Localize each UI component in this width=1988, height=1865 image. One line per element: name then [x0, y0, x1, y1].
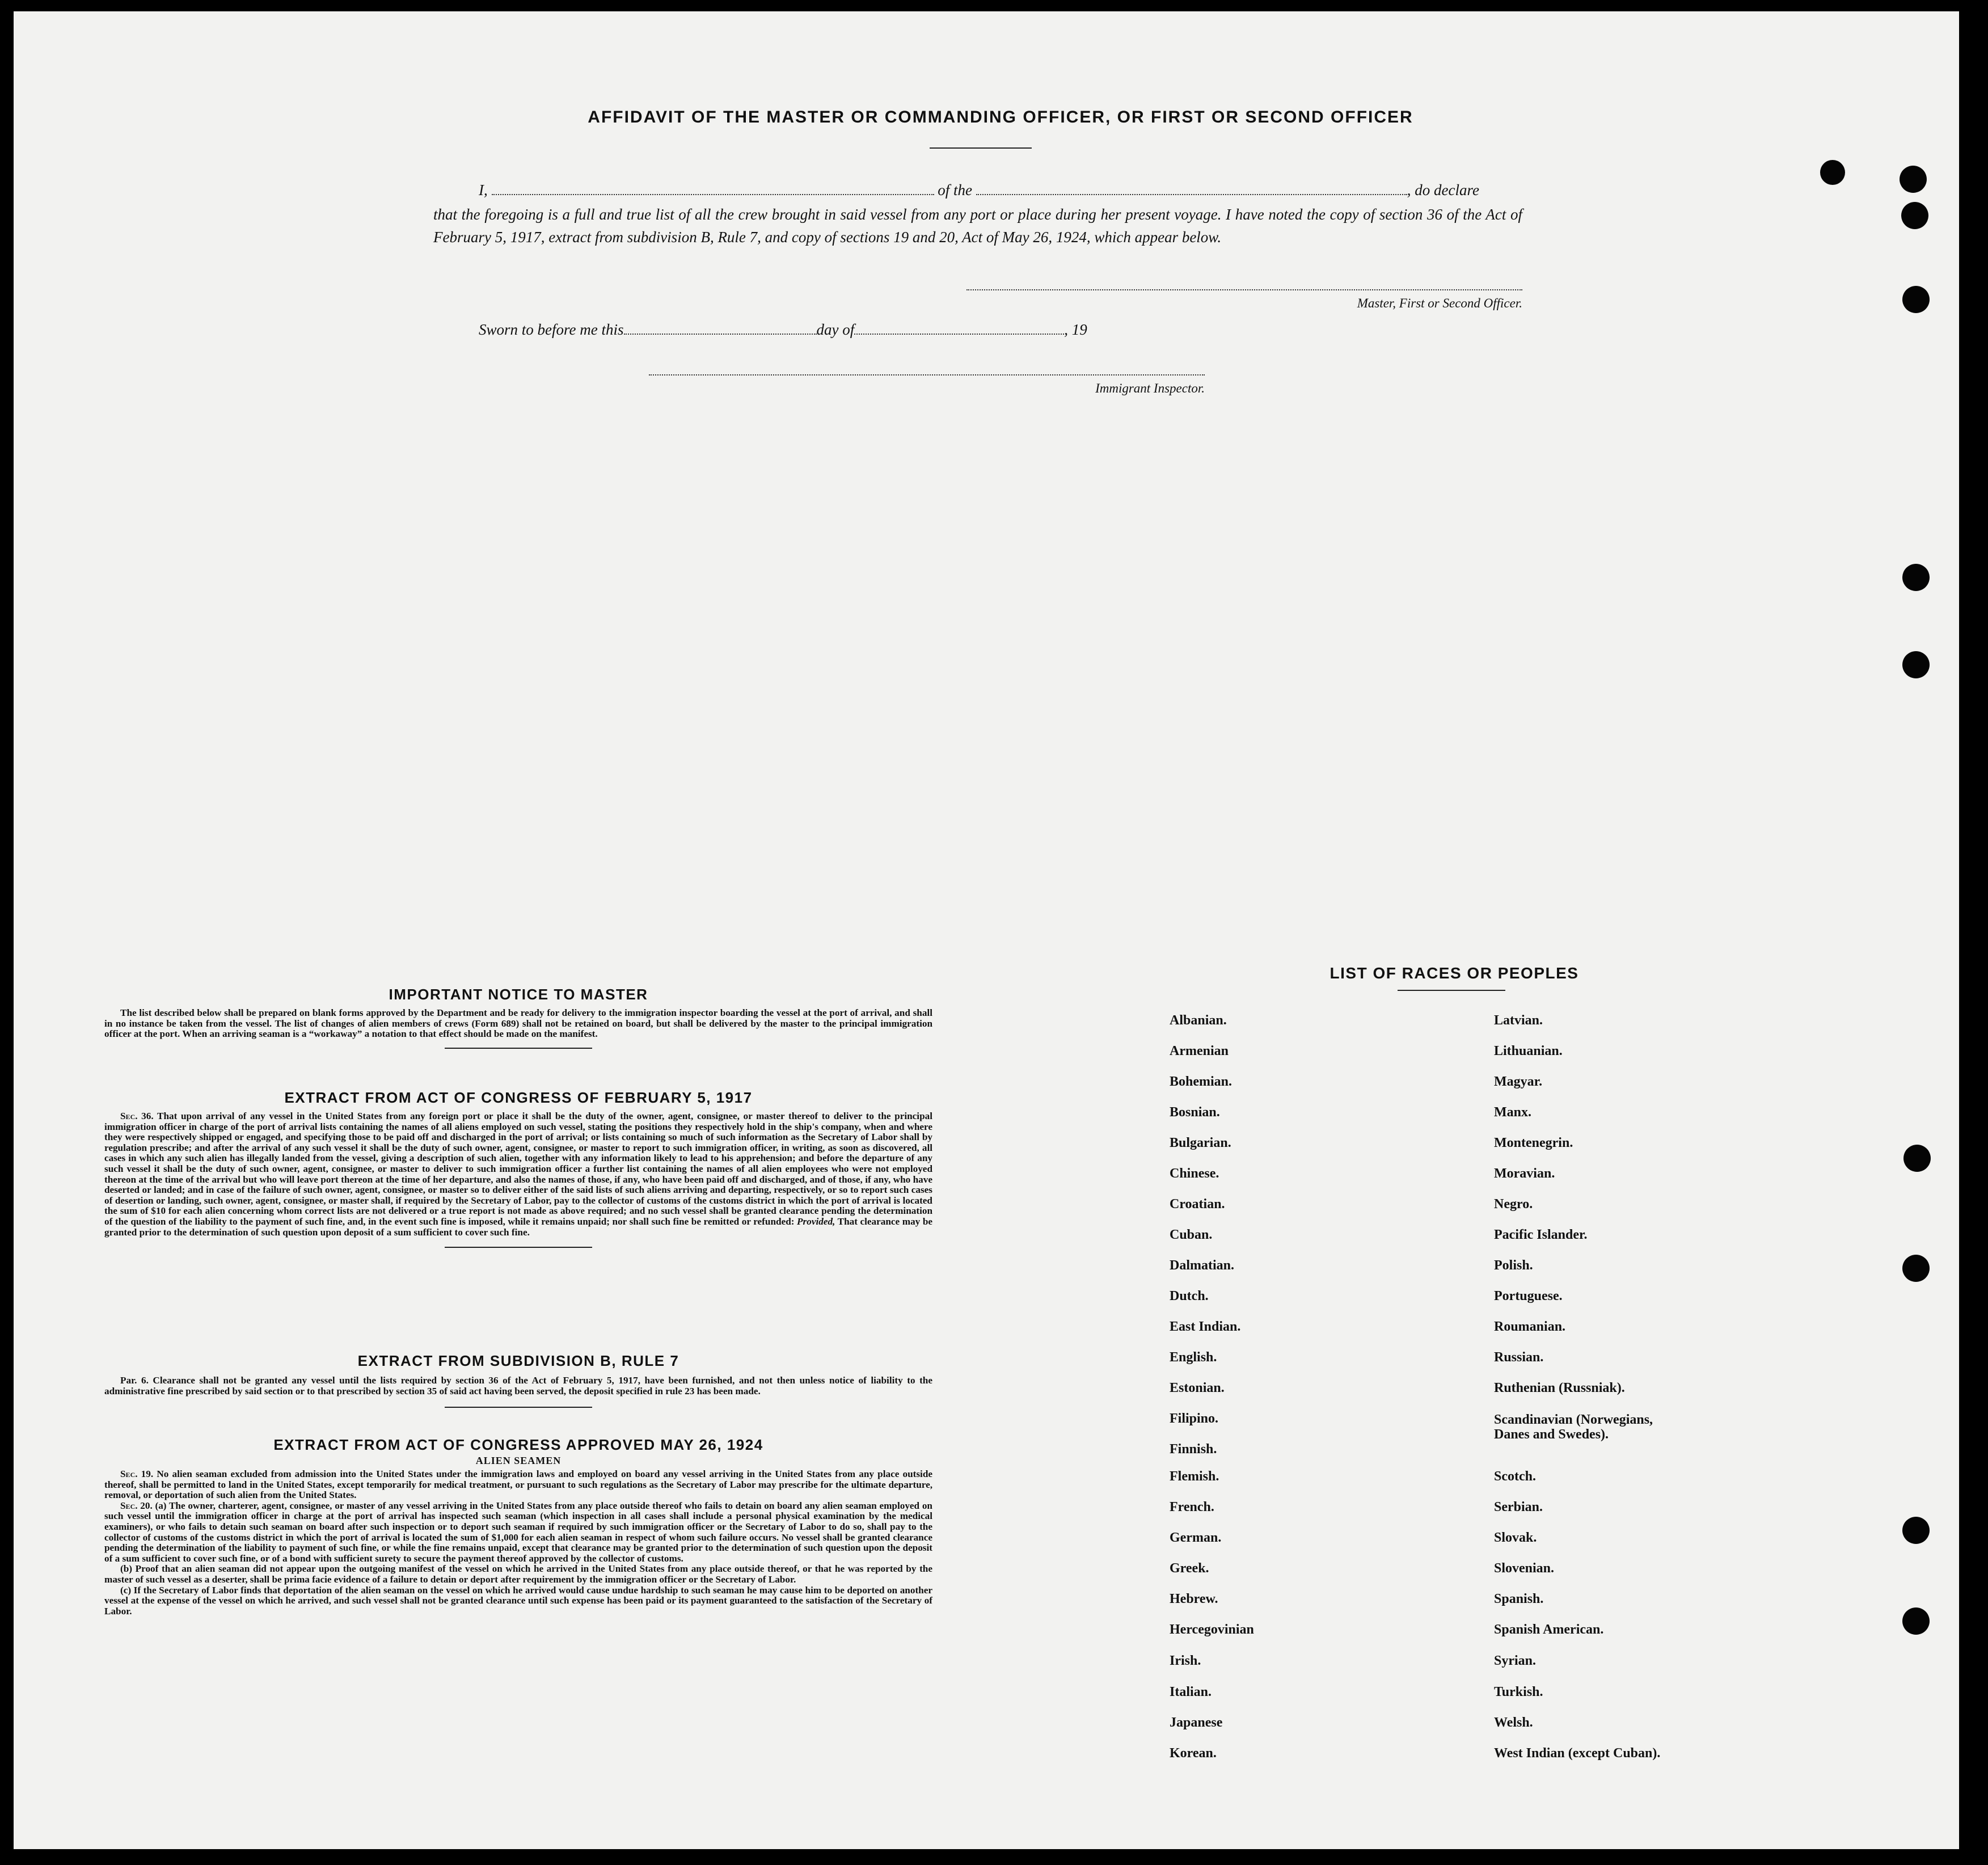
punch-hole — [1903, 1145, 1931, 1172]
notice-block — [104, 986, 932, 1049]
race-item: Estonian. — [1170, 1381, 1225, 1395]
race-item: West Indian (except Cuban). — [1494, 1746, 1661, 1761]
race-item: Filipino. — [1170, 1411, 1219, 1426]
extract-1917-text — [104, 1111, 932, 1238]
sworn-line — [479, 321, 1087, 339]
punch-hole — [1901, 202, 1928, 229]
sec-19-label: Sec. 19. — [120, 1469, 154, 1479]
race-item: Turkish. — [1494, 1685, 1543, 1699]
punch-hole — [1820, 160, 1845, 185]
race-item: Dutch. — [1170, 1289, 1209, 1303]
extract-1924 — [104, 1436, 932, 1617]
race-item: English. — [1170, 1350, 1217, 1365]
title-divider — [930, 147, 1032, 149]
sec-20a-body: (a) The owner, charterer, agent, consignee, or master of any vessel arriving in the United States from any place outside thereof who fails to detain on board any alien seaman employed on such vessel until the immigration officer in charge at the port of arrival has inspected such seaman (which inspection in all cases shall include a personal physical examination by the medical examiners), or who fails to detain such seaman on board after such inspection or to deport such seaman if required by such immigration officer or the Secretary of Labor to do so, shall pay to the collector of customs of the customs district in which the port of arrival is located the sum of $1,000 for each alien seaman in respect of whom such failure occurs. No vessel shall be granted clearance pending the determination of the liability to payment of such fine, or while the fine remains unpaid, except that clearance may be granted prior to the determination of such question upon the deposit of a sum sufficient to cover such fine, or of a bond with sufficient surety to secure the payment thereof approved by the collector of customs. — [104, 1500, 932, 1564]
race-item: Magyar. — [1494, 1074, 1543, 1089]
race-item: Scotch. — [1494, 1469, 1536, 1484]
affidavit-title: AFFIDAVIT OF THE MASTER OR COMMANDING OFFICER, OR FIRST OR SECOND OFFICER — [588, 108, 1413, 126]
race-item: Lithuanian. — [1494, 1044, 1563, 1058]
race-item: Italian. — [1170, 1685, 1212, 1699]
extract-1917-title: EXTRACT FROM ACT OF CONGRESS OF FEBRUARY 5, 1917 — [284, 1089, 753, 1106]
notice-text: The list described below shall be prepared on blank forms approved by the Department and be ready for delivery to the immigration inspector boarding the vessel at the port of arrival, and shall in no instance be taken from the vessel. The list of changes of alien members of crews (Form 689) shall not be retained on board, but shall be delivered by the master to the principal immigration officer at the port. When an arriving seaman is a “workaway” a notation to that effect should be made on the manifest. — [104, 1007, 932, 1040]
race-item: Albanian. — [1170, 1013, 1227, 1028]
signature-caption: Master, First or Second Officer. — [1357, 296, 1522, 310]
sworn-day-blank[interactable] — [624, 334, 817, 335]
race-item: Cuban. — [1170, 1227, 1213, 1242]
race-item: German. — [1170, 1530, 1222, 1545]
sec-36-text-end: That clearance may be granted prior to the determination of such question upon deposit of a sum sufficient to cover such fine. — [104, 1216, 933, 1238]
sec-36-text: That upon arrival of any vessel in the United States from any foreign port or place it shall be the duty of the owner, agent, consignee, or master thereof to deliver to the principal immigration officer in charge of the port of arrival lists containing the names of all aliens employed on such vessel, stating the positions they respectively hold in the ship's company, when and where they were respectively shipped or engaged, and specifying those to be paid off and discharged in the port of arrival; or lists containing so much of such information as the Secretary of Labor shall by regulation prescribe; and after the arrival of any such vessel it shall be the duty of such owner, agent, consignee, or master to report to such immigration officer, in writing, as soon as discovered, all cases in which any such alien has illegally landed from the vessel, giving a description of such alien, together with any information likely to lead to his apprehension; and before the departure of any such vessel it shall be the duty of such owner, agent, consignee, or master to deliver to such immigration officer a further list containing the names of all alien employees who were not employed thereon at the time of the arrival but who will leave port thereon at the time of her departure, and also the names of those, if any, who have been paid off and discharged, and of those, if any, who have deserted or landed; and in case of the failure of such owner, agent, consignee, or master so to deliver either of the said lists of such aliens arriving and departing, respectively, or so to report such cases of desertion or landing, such owner, agent, consignee, or master shall, if required by the Secretary of Labor, pay to the collector of customs of the customs district in which the port of arrival is located the sum of $10 for each alien concerning whom correct lists are not delivered or a true report is not made as above required; and no such vessel shall be granted clearance pending the determination of the question of the liability to the payment of such fine, and, in the event such fine is imposed, while it remains unpaid; nor shall such fine be remitted or refunded: — [104, 1111, 932, 1227]
sworn-month-blank[interactable] — [854, 334, 1064, 335]
provided-word: Provided, — [797, 1216, 835, 1227]
race-item: Ruthenian (Russniak). — [1494, 1381, 1625, 1395]
race-item: Latvian. — [1494, 1013, 1543, 1028]
line1-mid: of the — [938, 182, 972, 199]
race-item: Flemish. — [1170, 1469, 1219, 1484]
divider — [445, 1407, 592, 1408]
race-item: Russian. — [1494, 1350, 1544, 1365]
vessel-blank[interactable] — [976, 194, 1407, 195]
sworn-start: Sworn to before me this — [479, 321, 624, 338]
rule-7-text: Par. 6. Clearance shall not be granted any vessel until the lists required by section 36 of the Act of February 5, 1917, have been furnished, and not then unless notice of liability to the administrative fine prescribed by said section or to that prescribed by section 35 of said act having been served, the deposit specified in rule 23 has been made. — [104, 1375, 932, 1396]
sec-19-body: No alien seaman excluded from admission into the United States under the immigration laws and employed on board any vessel arriving in the United States from any place outside thereof, shall be permitted to land in the United States, except temporarily for medical treatment, or pursuant to such regulations as the Secretary of Labor may prescribe for the ultimate departure, removal, or deportation of such alien from the United States. — [104, 1469, 933, 1501]
race-item: Korean. — [1170, 1746, 1217, 1761]
extract-1924-title: EXTRACT FROM ACT OF CONGRESS APPROVED MAY 26, 1924 — [273, 1436, 763, 1453]
race-item: Bosnian. — [1170, 1105, 1220, 1120]
declaration-text: that the foregoing is a full and true list of all the crew brought in said vessel from any port or place during her present voyage. I have noted the copy of section 36 of the Act of February 5, 1917, extract from subdivision B, Rule 7, and copy of sections 19 and 20, Act of May 26, 1924, which appear below. — [433, 206, 1522, 246]
extract-1917 — [104, 1089, 932, 1248]
rule-7-title: EXTRACT FROM SUBDIVISION B, RULE 7 — [357, 1352, 679, 1369]
race-item: Serbian. — [1494, 1500, 1543, 1514]
race-item: Welsh. — [1494, 1715, 1533, 1730]
race-item: Armenian — [1170, 1044, 1229, 1058]
line1-start: I, — [479, 182, 488, 199]
sec-19-text — [104, 1469, 932, 1501]
sec-20b-text: (b) Proof that an alien seaman did not appear upon the outgoing manifest of the vessel on which he arrived in the United States from any place outside thereof, or that he was reported by the master of such vessel as a deserter, shall be prima facie evidence of a failure to detain or deport after requirement by the immigration officer or the Secretary of Labor. — [104, 1563, 932, 1585]
notice-title: IMPORTANT NOTICE TO MASTER — [389, 986, 648, 1003]
race-item: Pacific Islander. — [1494, 1227, 1588, 1242]
race-item: Finnish. — [1170, 1442, 1217, 1457]
alien-seamen-subtitle: ALIEN SEAMEN — [475, 1455, 562, 1466]
divider — [445, 1048, 592, 1049]
rule-7-extract — [104, 1352, 932, 1408]
race-item: Roumanian. — [1494, 1319, 1566, 1334]
races-divider — [1398, 990, 1505, 991]
race-item: French. — [1170, 1500, 1214, 1514]
race-item: Dalmatian. — [1170, 1258, 1234, 1273]
sec-36-label: Sec. 36. — [120, 1111, 154, 1121]
sec-20a-text — [104, 1501, 932, 1564]
punch-hole — [1902, 286, 1930, 313]
race-item: Syrian. — [1494, 1653, 1537, 1668]
races-title: LIST OF RACES OR PEOPLES — [1329, 964, 1579, 982]
race-item: Montenegrin. — [1494, 1136, 1573, 1150]
race-item: Croatian. — [1170, 1197, 1225, 1212]
race-item: Manx. — [1494, 1105, 1531, 1120]
race-item: Portuguese. — [1494, 1289, 1563, 1303]
signature-line[interactable] — [966, 289, 1522, 290]
race-item: Scandinavian (Norwegians, Danes and Swedes). — [1494, 1412, 1653, 1442]
divider — [445, 1247, 592, 1248]
punch-hole — [1902, 651, 1930, 678]
race-item: Hercegovinian — [1170, 1622, 1254, 1637]
sec-20-label: Sec. 20. — [120, 1500, 153, 1511]
race-item: Hebrew. — [1170, 1592, 1218, 1606]
race-item: Moravian. — [1494, 1166, 1555, 1181]
form-sheet — [14, 11, 1959, 1849]
race-item: East Indian. — [1170, 1319, 1241, 1334]
race-item: Irish. — [1170, 1653, 1201, 1668]
race-item: Slovak. — [1494, 1530, 1537, 1545]
race-item: Bulgarian. — [1170, 1136, 1231, 1150]
race-item: Japanese — [1170, 1715, 1223, 1730]
race-item: Negro. — [1494, 1197, 1533, 1212]
race-item: Greek. — [1170, 1561, 1209, 1576]
punch-hole — [1902, 564, 1930, 591]
punch-hole — [1902, 1255, 1930, 1282]
inspector-signature-line[interactable] — [649, 374, 1205, 375]
inspector-caption: Immigrant Inspector. — [1095, 381, 1205, 395]
name-blank[interactable] — [492, 194, 934, 195]
race-item: Slovenian. — [1494, 1561, 1555, 1576]
sworn-mid: day of — [816, 321, 855, 338]
sworn-year: , 19 — [1064, 321, 1087, 338]
race-item: Spanish American. — [1494, 1622, 1604, 1637]
punch-hole — [1902, 1517, 1930, 1544]
race-item: Chinese. — [1170, 1166, 1219, 1181]
punch-hole — [1902, 1607, 1930, 1635]
declarant-line — [479, 182, 1522, 199]
punch-hole — [1900, 166, 1927, 193]
race-item: Polish. — [1494, 1258, 1533, 1273]
sec-20c-text: (c) If the Secretary of Labor finds that deportation of the alien seaman on the vessel on which he arrived would cause undue hardship to such seaman he may cause him to be deported on another vessel at the expense of the vessel on which he arrived, and such vessel shall not be granted clearance until such expense has been paid or its payment guaranteed to the satisfaction of the Secretary of Labor. — [104, 1584, 932, 1617]
race-item: Bohemian. — [1170, 1074, 1233, 1089]
race-item: Spanish. — [1494, 1592, 1544, 1606]
line1-end: , do declare — [1407, 182, 1479, 199]
